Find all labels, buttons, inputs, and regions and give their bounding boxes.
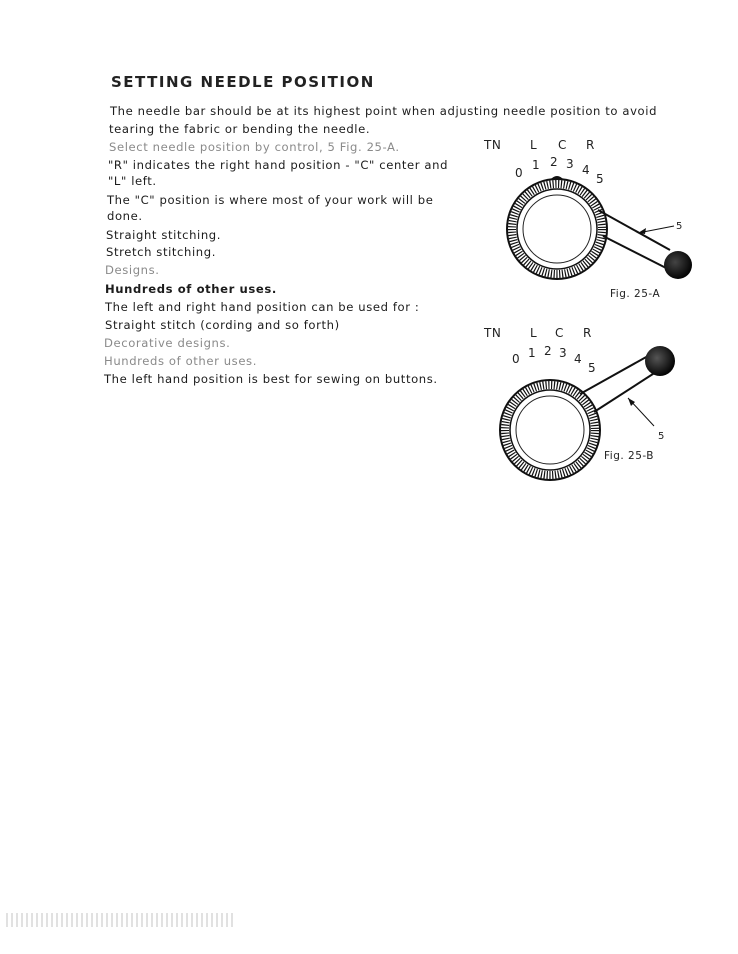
callout-5: 5 bbox=[676, 221, 683, 232]
dial-illustration bbox=[470, 170, 710, 310]
dial-number-1: 1 bbox=[528, 346, 537, 360]
dial-label-l: L bbox=[530, 326, 538, 340]
dial-number-1: 1 bbox=[532, 158, 541, 172]
figure-caption: Fig. 25-B bbox=[604, 450, 655, 462]
dial-label-l: L bbox=[530, 138, 538, 152]
text-line: "L" left. bbox=[108, 174, 157, 188]
text-line: The left and right hand position can be used for : bbox=[105, 300, 420, 314]
text-line: Designs. bbox=[105, 263, 160, 277]
dial-number-5: 5 bbox=[588, 361, 597, 375]
dial-number-2: 2 bbox=[550, 155, 559, 169]
dial-illustration bbox=[470, 336, 710, 476]
dial-label-c: C bbox=[558, 138, 567, 152]
dial-number-4: 4 bbox=[574, 352, 583, 366]
text-line: Decorative designs. bbox=[104, 336, 231, 350]
text-line: Hundreds of other uses. bbox=[105, 282, 277, 296]
dial-number-2: 2 bbox=[544, 344, 553, 358]
text-line: done. bbox=[107, 209, 143, 223]
text-line: The left hand position is best for sewing on buttons. bbox=[104, 372, 438, 386]
dial-number-0: 0 bbox=[515, 166, 524, 180]
dial-number-4: 4 bbox=[582, 163, 591, 177]
page-title: SETTING NEEDLE POSITION bbox=[111, 73, 375, 91]
dial-label-r: R bbox=[586, 138, 595, 152]
dial-label-c: C bbox=[555, 326, 564, 340]
dial-label-tn: TN bbox=[484, 326, 502, 340]
text-line: Straight stitch (cording and so forth) bbox=[105, 318, 340, 332]
text-line: Hundreds of other uses. bbox=[104, 354, 257, 368]
figure-caption: Fig. 25-A bbox=[610, 288, 661, 300]
text-line: tearing the fabric or bending the needle. bbox=[109, 122, 371, 136]
text-line: Stretch stitching. bbox=[106, 245, 216, 259]
dial-label-r: R bbox=[583, 326, 592, 340]
dial-number-3: 3 bbox=[566, 157, 575, 171]
text-line: "R" indicates the right hand position - "C" center and bbox=[108, 158, 449, 172]
dial-label-tn: TN bbox=[484, 138, 502, 152]
scan-smudge bbox=[6, 913, 236, 927]
dial-number-5: 5 bbox=[596, 172, 605, 186]
callout-5: 5 bbox=[658, 431, 665, 442]
text-line: Straight stitching. bbox=[106, 228, 222, 242]
text-line: Select needle position by control, 5 Fig. 25-A. bbox=[109, 140, 400, 154]
dial-number-0: 0 bbox=[512, 352, 521, 366]
dial-number-3: 3 bbox=[559, 346, 568, 360]
text-line: The "C" position is where most of your work will be bbox=[107, 193, 434, 207]
text-line: The needle bar should be at its highest point when adjusting needle position to avoid bbox=[110, 104, 658, 118]
